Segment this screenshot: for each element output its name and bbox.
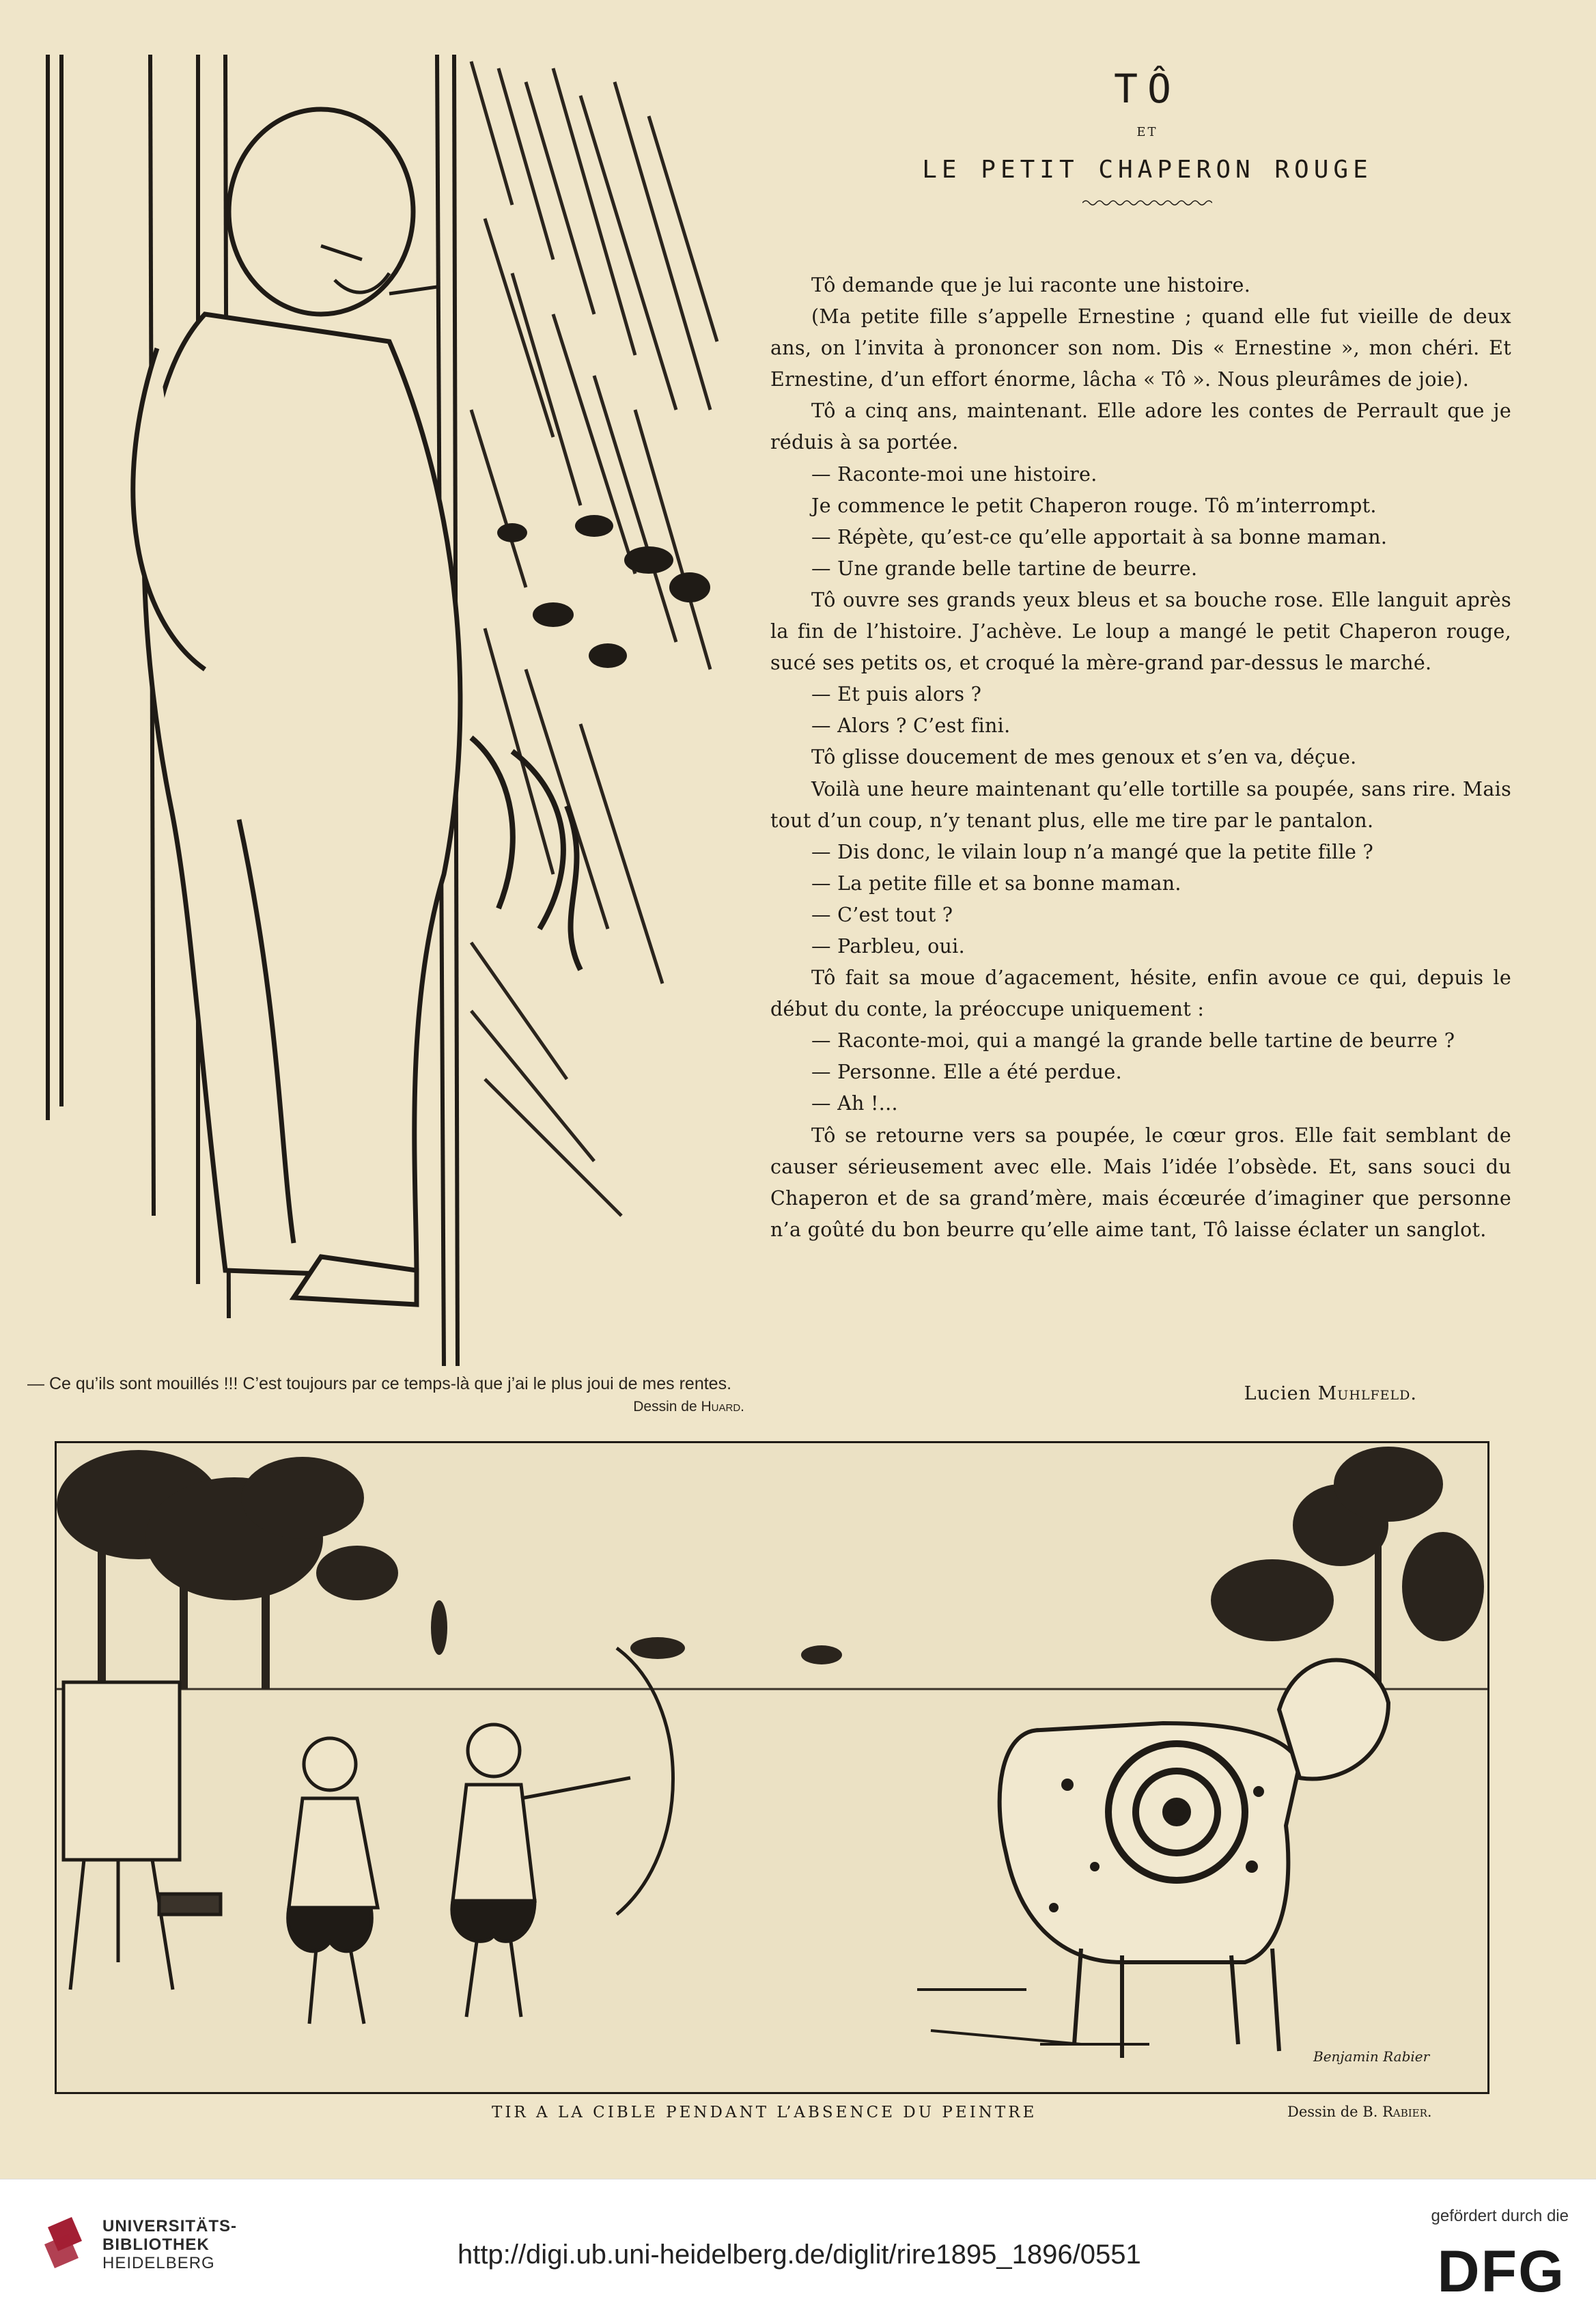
story-paragraph: Tô demande que je lui raconte une histoire. bbox=[811, 274, 1251, 296]
illustration-man-at-window bbox=[34, 55, 744, 1366]
story-paragraph: — Et puis alors ? bbox=[811, 683, 982, 706]
rabier-caption-text: TIR A LA CIBLE PENDANT L’ABSENCE DU PEINTRE bbox=[492, 2104, 1037, 2121]
story-paragraph: — Dis donc, le vilain loup n’a mangé que la petite fille ? bbox=[811, 840, 1374, 863]
illustration-target-practice bbox=[55, 1441, 1489, 2094]
story-paragraph: Tô ouvre ses grands yeux bleus et sa bouche rose. Elle languit après la fin de l’histoire. J’achève. Le loup a mangé le petit Chaperon rouge, sucé ses petits os, et croqué la mère-grand par-dessus le marché. bbox=[770, 588, 1511, 675]
article-title bbox=[758, 65, 1537, 210]
title-et: ET bbox=[1136, 125, 1158, 139]
target-practice-drawing bbox=[57, 1443, 1487, 2092]
story-paragraph: Je commence le petit Chaperon rouge. Tô m’interrompt. bbox=[811, 494, 1377, 517]
permalink-url[interactable]: http://digi.ub.uni-heidelberg.de/diglit/rire1895_1896/0551 bbox=[458, 2240, 1141, 2270]
story-paragraph: Tô fait sa moue d’agacement, hésite, enfin avoue ce qui, depuis le début du conte, la préoccupe uniquement : bbox=[770, 966, 1511, 1021]
rabier-credit: Dessin de B. Rabier. bbox=[1287, 2104, 1432, 2120]
university-library-name: UNIVERSITÄTS- BIBLIOTHEK HEIDELBERG bbox=[102, 2217, 238, 2272]
digitization-footer bbox=[0, 2179, 1596, 2314]
story-paragraph: (Ma petite fille s’appelle Ernestine ; quand elle fut vieille de deux ans, on l’invita à prononcer son nom. Dis « Ernestine », mon chéri. Et Ernestine, d’un effort énorme, lâcha « Tô ». Nous pleurâmes de joie). bbox=[770, 305, 1511, 391]
huard-caption bbox=[27, 1373, 744, 1418]
title-main: TÔ bbox=[1114, 66, 1181, 112]
story-paragraph: Tô se retourne vers sa poupée, le cœur gros. Elle fait semblant de causer sérieusement avec elle. Mais l’idée l’obsède. Et, sans souci du Chaperon et de sa grand’mère, mais écœurée d’imaginer que personne n’a goûté du bon beurre qu’elle aime tant, Tô laisse éclater un sanglot. bbox=[770, 1124, 1511, 1241]
story-paragraph: — Raconte-moi une histoire. bbox=[811, 462, 1097, 486]
sponsor-text: gefördert durch die bbox=[1431, 2207, 1569, 2225]
story-paragraph: — Raconte-moi, qui a mangé la grande belle tartine de beurre ? bbox=[811, 1029, 1455, 1053]
story-paragraph: — Répète, qu’est-ce qu’elle apportait à sa bonne maman. bbox=[811, 525, 1388, 548]
story-paragraph: — Ah !... bbox=[811, 1092, 898, 1115]
story-paragraph: Tô glisse doucement de mes genoux et s’en va, déçue. bbox=[811, 746, 1357, 769]
story-paragraph: — Alors ? C’est fini. bbox=[811, 714, 1011, 738]
title-flourish bbox=[1082, 199, 1212, 207]
story-text bbox=[770, 270, 1511, 1246]
huard-caption-text: — Ce qu’ils sont mouillés !!! C’est toujours par ce temps-là que j’ai le plus joui de mes rentes. bbox=[27, 1374, 732, 1393]
story-paragraph: — La petite fille et sa bonne maman. bbox=[811, 872, 1181, 895]
rabier-drawing-signature: Benjamin Rabier bbox=[1313, 2048, 1430, 2065]
story-paragraph: — Personne. Elle a été perdue. bbox=[811, 1061, 1122, 1084]
huard-credit: Dessin de Huard. bbox=[633, 1399, 744, 1414]
dfg-logo: DFG bbox=[1437, 2239, 1565, 2304]
story-paragraph: — Parbleu, oui. bbox=[811, 934, 965, 958]
story-paragraph: Tô a cinq ans, maintenant. Elle adore les contes de Perrault que je réduis à sa portée. bbox=[770, 400, 1511, 454]
university-library-logo-icon bbox=[41, 2214, 89, 2275]
title-subtitle: LE PETIT CHAPERON ROUGE bbox=[922, 156, 1373, 184]
author-signature: Lucien Muhlfeld. bbox=[1244, 1383, 1417, 1404]
story-paragraph: — C’est tout ? bbox=[811, 903, 953, 926]
story-paragraph: Voilà une heure maintenant qu’elle tortille sa poupée, sans rire. Mais tout d’un coup, n’y tenant plus, elle me tire par le pantalon. bbox=[770, 777, 1511, 832]
story-paragraph: — Une grande belle tartine de beurre. bbox=[811, 557, 1198, 580]
rabier-caption bbox=[0, 2104, 1596, 2131]
